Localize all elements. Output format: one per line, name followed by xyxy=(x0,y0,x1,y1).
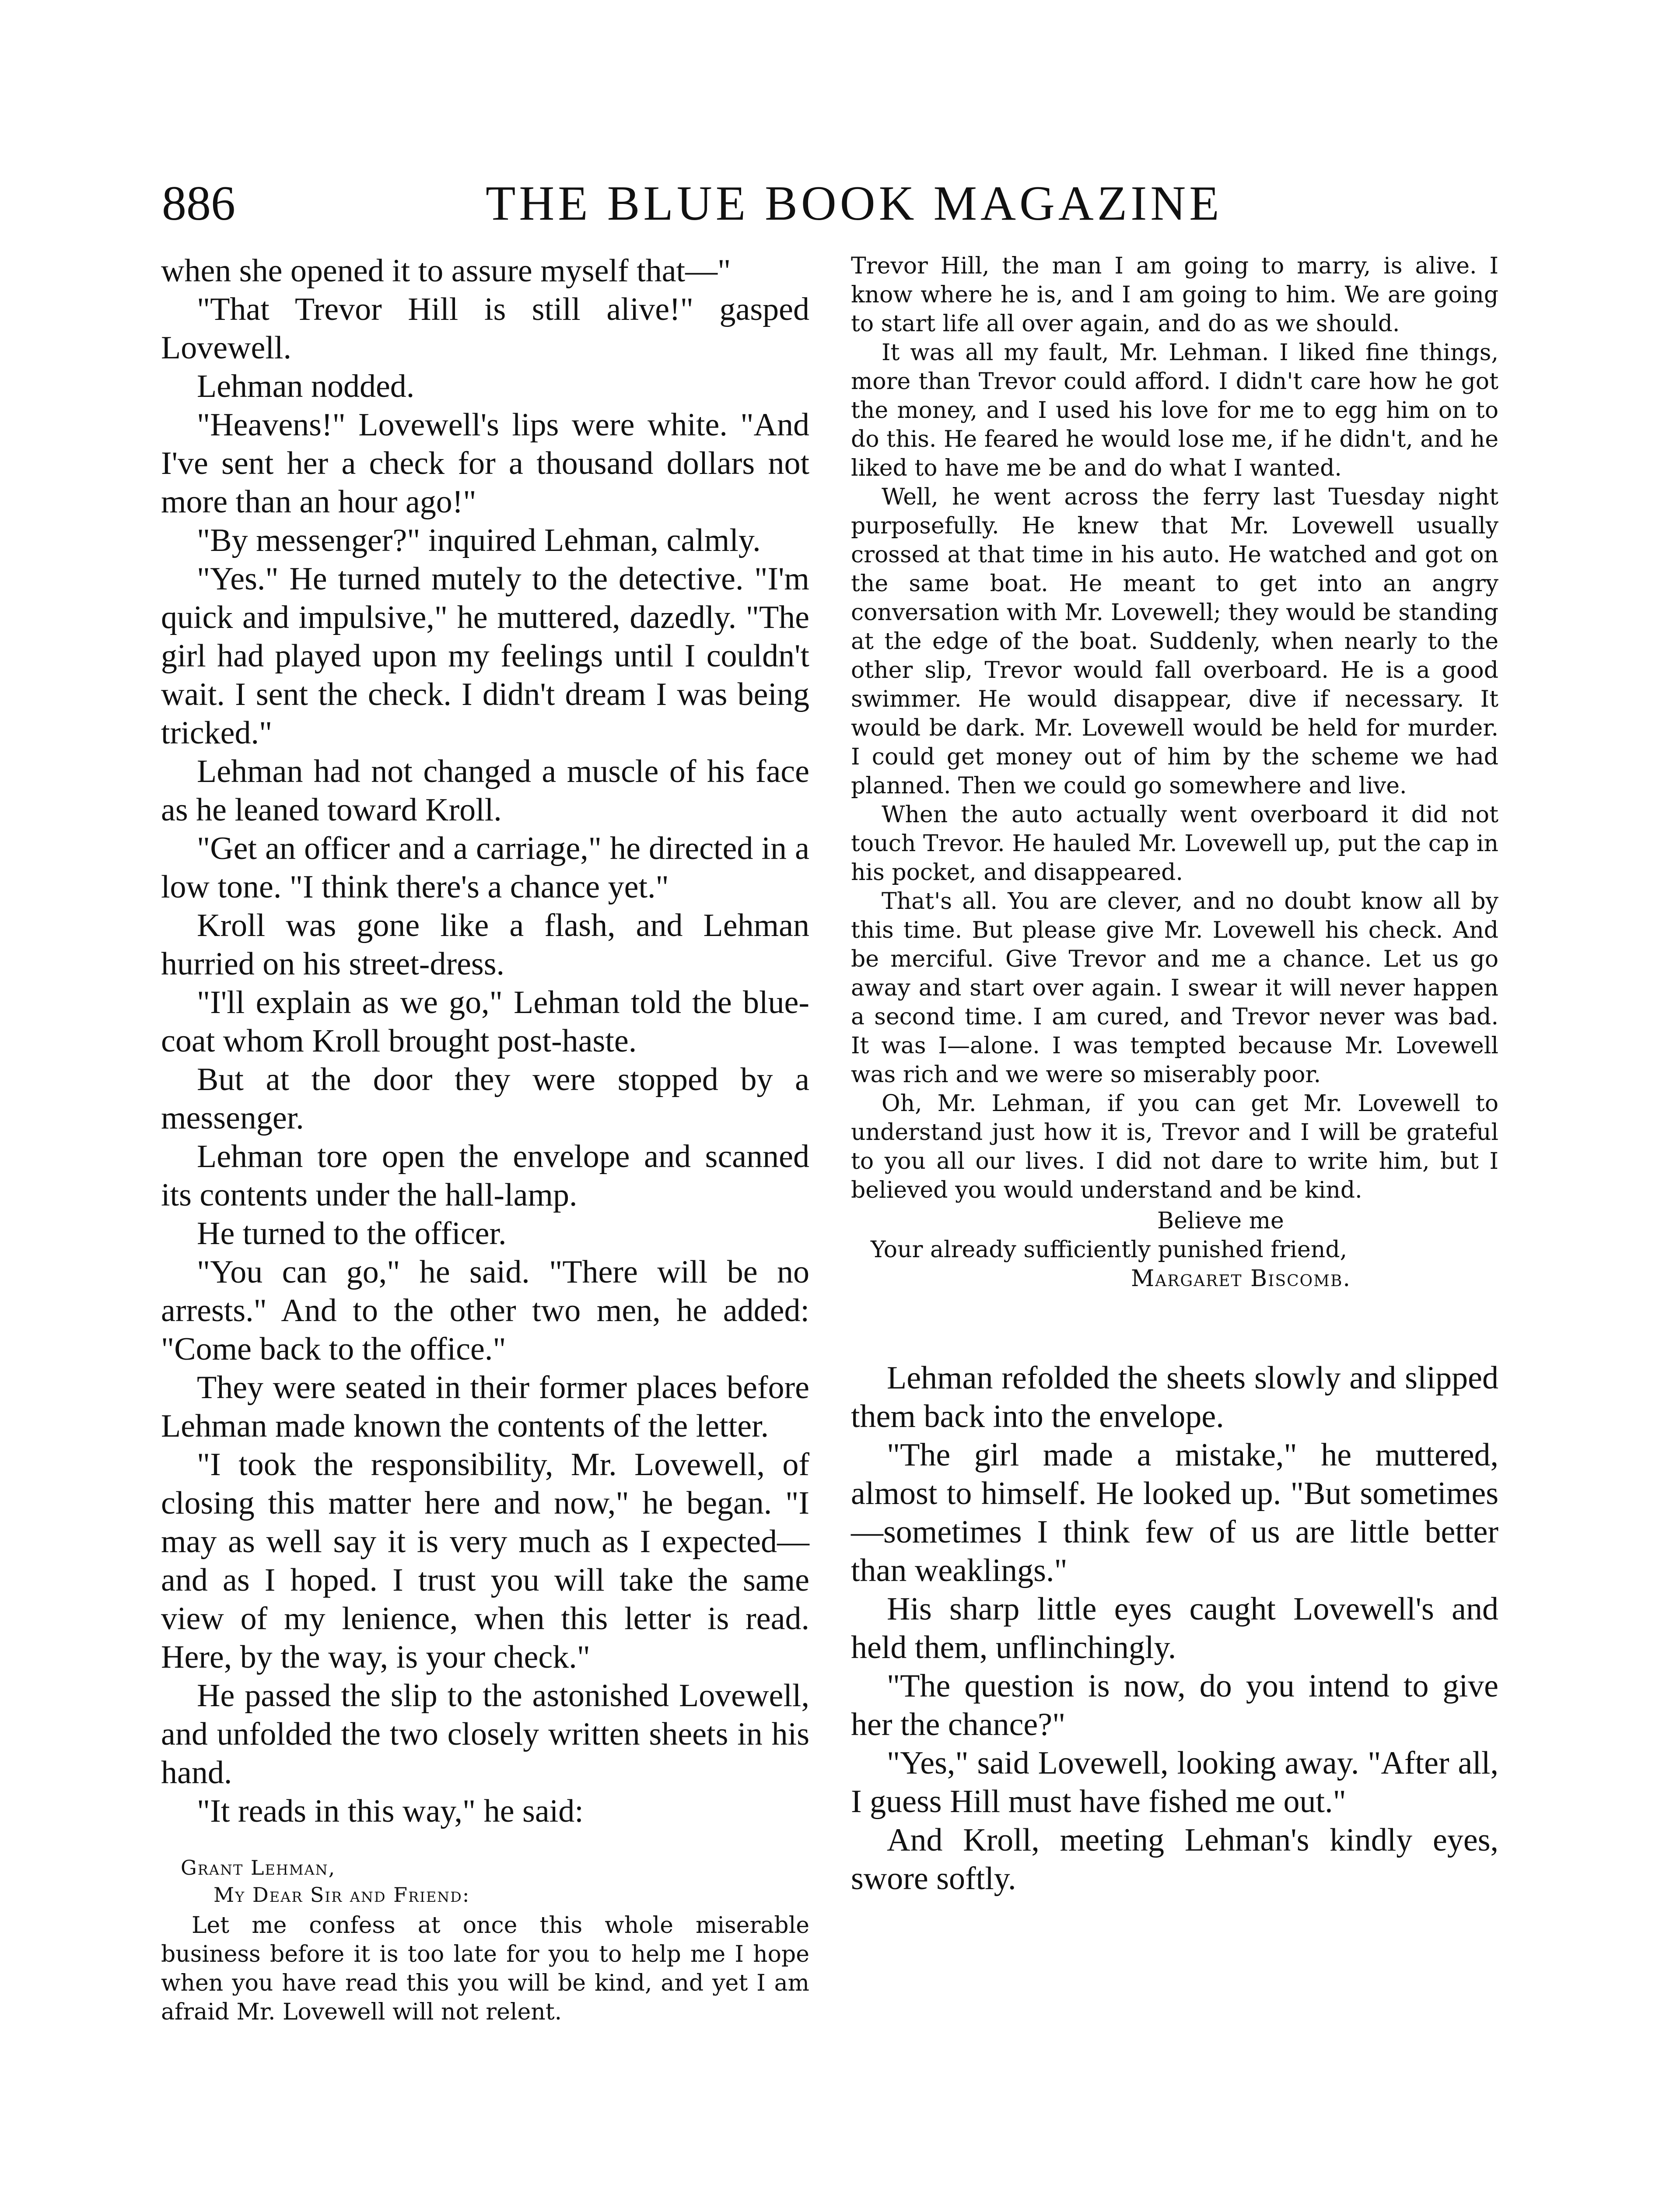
story-paragraph: He turned to the officer. xyxy=(197,1216,507,1252)
story-paragraph: Kroll was gone like a flash, and Lehman hurried on his street-dress. xyxy=(161,908,809,982)
letter-paragraph: Let me confess at once this whole miserable business before it is too late for you to help me I hope when you have read this you will be kind, and yet I am afraid Mr. Lovewell will not relent. xyxy=(161,1912,809,2025)
story-paragraph: Lehman refolded the sheets slowly and slipped them back into the envelope. xyxy=(851,1360,1498,1434)
story-paragraph: They were seated in their former places before Lehman made known the contents of the letter. xyxy=(161,1370,809,1444)
story-paragraph: His sharp little eyes caught Lovewell's and held them, unflinchingly. xyxy=(851,1591,1498,1666)
right-column xyxy=(851,252,1498,1898)
letter-greeting: My Dear Sir and Friend: xyxy=(214,1883,470,1907)
story-paragraph: when she opened it to assure myself that—" xyxy=(161,253,731,289)
story-paragraph: "The question is now, do you intend to give her the chance?" xyxy=(851,1668,1498,1743)
story-paragraph: "By messenger?" inquired Lehman, calmly. xyxy=(197,522,761,558)
letter-paragraph: Trevor Hill, the man I am going to marry, is alive. I know where he is, and I am going to him. We are going to start life all over again, and do as we should. xyxy=(851,253,1498,337)
letter-paragraph: That's all. You are clever, and no doubt know all by this time. But please give Mr. Lovewell his check. And be merciful. Give Trevor and me a chance. Let us go away and start over again. I swear it will never happen a second time. I am cured, and Trevor never was bad. It was I—alone. I was tempted because Mr. Lovewell was rich and we were so miserably poor. xyxy=(851,888,1498,1088)
letter-paragraph: When the auto actually went overboard it did not touch Trevor. He hauled Mr. Lovewell up, put the cap in his pocket, and disappeared. xyxy=(851,802,1498,886)
story-paragraph: "It reads in this way," he said: xyxy=(197,1793,584,1829)
page-number: 886 xyxy=(162,176,235,231)
letter-closing-believe: Believe me xyxy=(1157,1208,1284,1234)
letter-closing xyxy=(851,1206,1498,1293)
story-paragraph: "You can go," he said. "There will be no arrests." And to the other two men, he added: "Come back to the office." xyxy=(161,1254,809,1367)
running-head xyxy=(162,173,1242,234)
story-paragraph: "Get an officer and a carriage," he directed in a low tone. "I think there's a chance yet." xyxy=(161,831,809,905)
story-paragraph: "That Trevor Hill is still alive!" gasped Lovewell. xyxy=(161,291,809,366)
story-paragraph: "Yes." He turned mutely to the detective. "I'm quick and impulsive," he muttered, dazedly. "The girl had played upon my feelings until I couldn't wait. I sent the check. I didn't dream I was being tricked." xyxy=(161,561,809,751)
letter-paragraph: It was all my fault, Mr. Lehman. I liked fine things, more than Trevor could afford. I didn't care how he got the money, and I used his love for me to egg him on to do this. He feared he would lose me, if he didn't, and he liked to have me be and do what I wanted. xyxy=(851,340,1498,481)
magazine-title: THE BLUE BOOK MAGAZINE xyxy=(486,176,1223,231)
story-paragraph: And Kroll, meeting Lehman's kindly eyes, swore softly. xyxy=(851,1822,1498,1897)
story-paragraph: But at the door they were stopped by a messenger. xyxy=(161,1062,809,1136)
letter-closing-friend: Your already sufficiently punished friend, xyxy=(871,1237,1348,1263)
story-paragraph: Lehman had not changed a muscle of his face as he leaned toward Kroll. xyxy=(161,754,809,828)
story-paragraph: "Yes," said Lovewell, looking away. "After all, I guess Hill must have fished me out." xyxy=(851,1745,1498,1820)
letter-signature: Margaret Biscomb. xyxy=(1131,1266,1351,1292)
story-paragraph: "Heavens!" Lovewell's lips were white. "And I've sent her a check for a thousand dollars not more than an hour ago!" xyxy=(161,407,809,520)
story-continuation xyxy=(851,1359,1498,1898)
story-paragraph: "The girl made a mistake," he muttered, almost to himself. He looked up. "But sometimes—sometimes I think few of us are little better than weaklings." xyxy=(851,1437,1498,1588)
story-paragraph: "I took the responsibility, Mr. Lovewell, of closing this matter here and now," he began. "I may as well say it is very much as I expected—and as I hoped. I trust you will take the same view of my lenience, when this letter is read. Here, by the way, is your check." xyxy=(161,1447,809,1675)
letter-salutation xyxy=(161,1854,809,1908)
story-paragraph: "I'll explain as we go," Lehman told the blue-coat whom Kroll brought post-haste. xyxy=(161,985,809,1059)
letter-paragraph: Oh, Mr. Lehman, if you can get Mr. Lovewell to understand just how it is, Trevor and I will be grateful to you all our lives. I did not dare to write him, but I believed you would understand and be kind. xyxy=(851,1090,1498,1203)
letter-addressee: Grant Lehman, xyxy=(181,1856,336,1879)
story-paragraph: Lehman nodded. xyxy=(197,368,415,404)
story-paragraph: He passed the slip to the astonished Lovewell, and unfolded the two closely written sheets in his hand. xyxy=(161,1678,809,1791)
letter-paragraph: Well, he went across the ferry last Tuesday night purposefully. He knew that Mr. Lovewell usually crossed at that time in his auto. He watched and got on the same boat. He meant to get into an angry conversation with Mr. Lovewell; they would be standing at the edge of the boat. Suddenly, when nearly to the other slip, Trevor would fall overboard. He is a good swimmer. He would disappear, dive if necessary. It would be dark. Mr. Lovewell would be held for murder. I could get money out of him by the scheme we had planned. Then we could go somewhere and live. xyxy=(851,484,1498,799)
story-paragraph: Lehman tore open the envelope and scanned its contents under the hall-lamp. xyxy=(161,1139,809,1213)
left-column xyxy=(161,252,809,2027)
